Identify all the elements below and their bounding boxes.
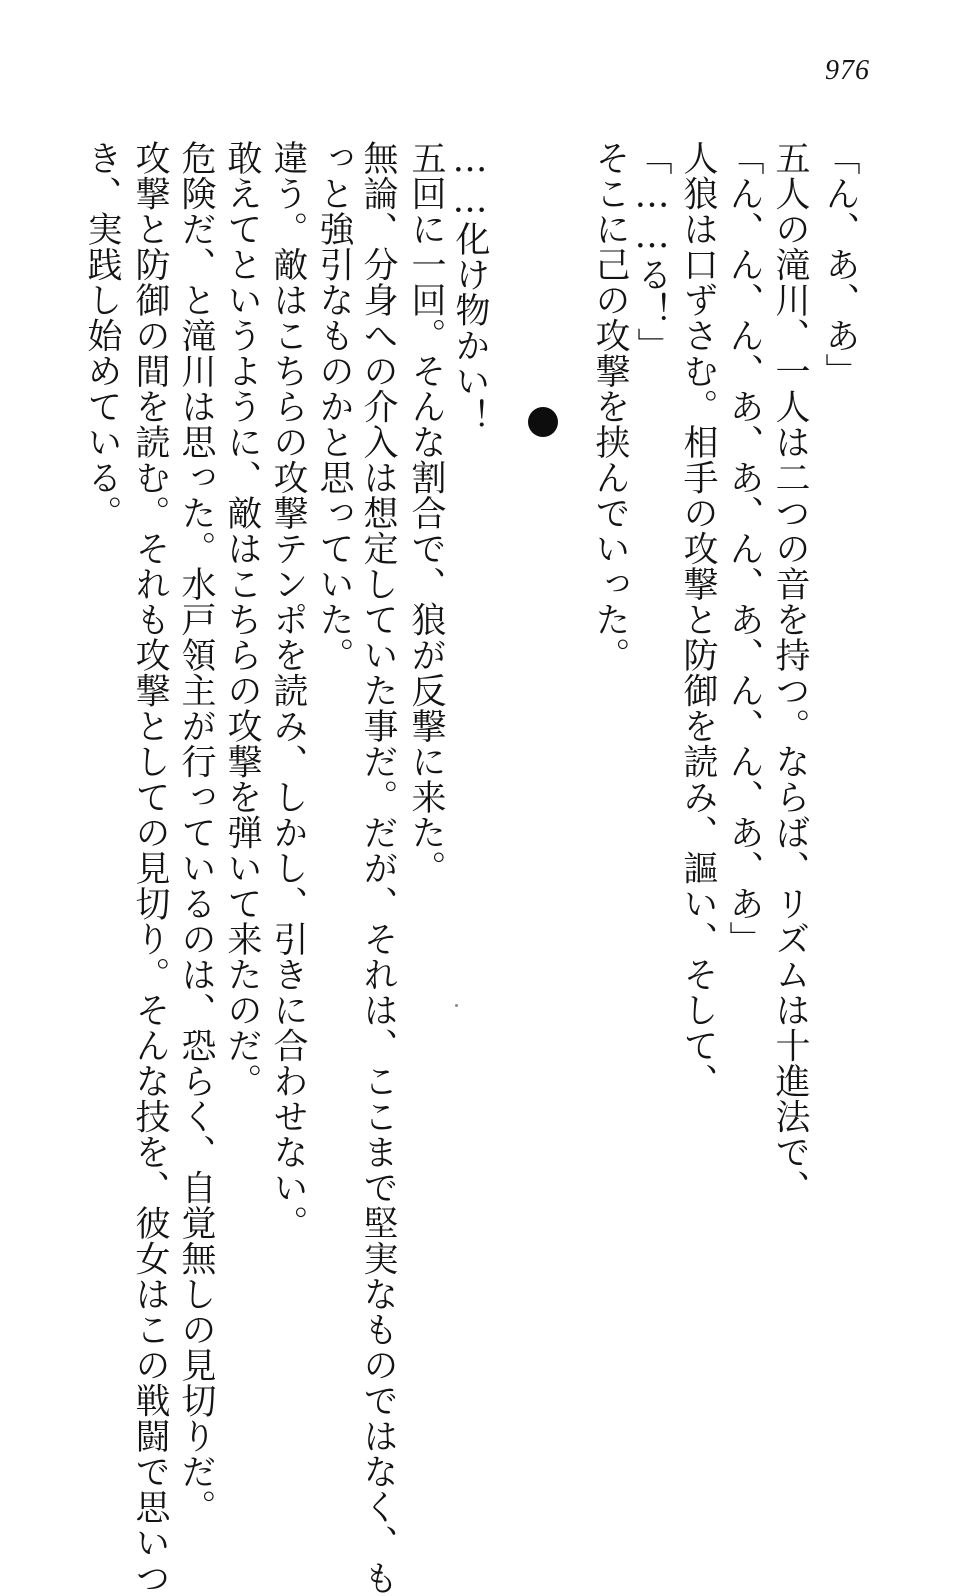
text-line-15: き、実践し始めている。 <box>82 140 122 531</box>
text-line-10: っと強引なものかと思っていた。 <box>314 140 354 673</box>
text-line-1: 「ん、あ、あ」 <box>820 140 860 389</box>
text-line-5: 「……る！」 <box>632 140 672 363</box>
text-line-7: ……化け物かい！ <box>450 140 490 434</box>
text-line-2: 五人の滝川、一人は二つの音を持つ。ならば、リズムは十進法で、 <box>770 140 810 1205</box>
text-line-12: 敢えてというように、敵はこちらの攻撃を弾いて来たのだ。 <box>222 140 262 1099</box>
section-break-marker <box>528 407 558 437</box>
text-line-9: 無論、分身への介入は想定していた事だ。だが、それは、ここまで堅実なものではなく、も <box>358 140 398 1596</box>
text-line-3: 「ん、ん、ん、あ、あ、ん、あ、ん、ん、あ、あ」 <box>724 140 764 957</box>
text-line-4: 人狼は口ずさむ。相手の攻撃と防御を読み、謳い、そして、 <box>678 140 718 1099</box>
text-line-14: 攻撃と防御の間を読む。それも攻撃としての見切り。そんな技を、彼女はこの戦闘で思いつ <box>130 140 170 1596</box>
page-number: 976 <box>825 55 870 86</box>
text-line-13: 危険だ、と滝川は思った。水戸領主が行っているのは、恐らく、自覚無しの見切りだ。 <box>176 140 216 1525</box>
scan-speck <box>455 1004 458 1007</box>
text-line-6: そこに己の攻撃を挟んでいった。 <box>590 140 630 673</box>
text-line-8: 五回に一回。そんな割合で、狼が反撃に来た。 <box>406 140 446 886</box>
text-line-11: 違う。敵はこちらの攻撃テンポを読み、しかし、引きに合わせない。 <box>268 140 308 1241</box>
